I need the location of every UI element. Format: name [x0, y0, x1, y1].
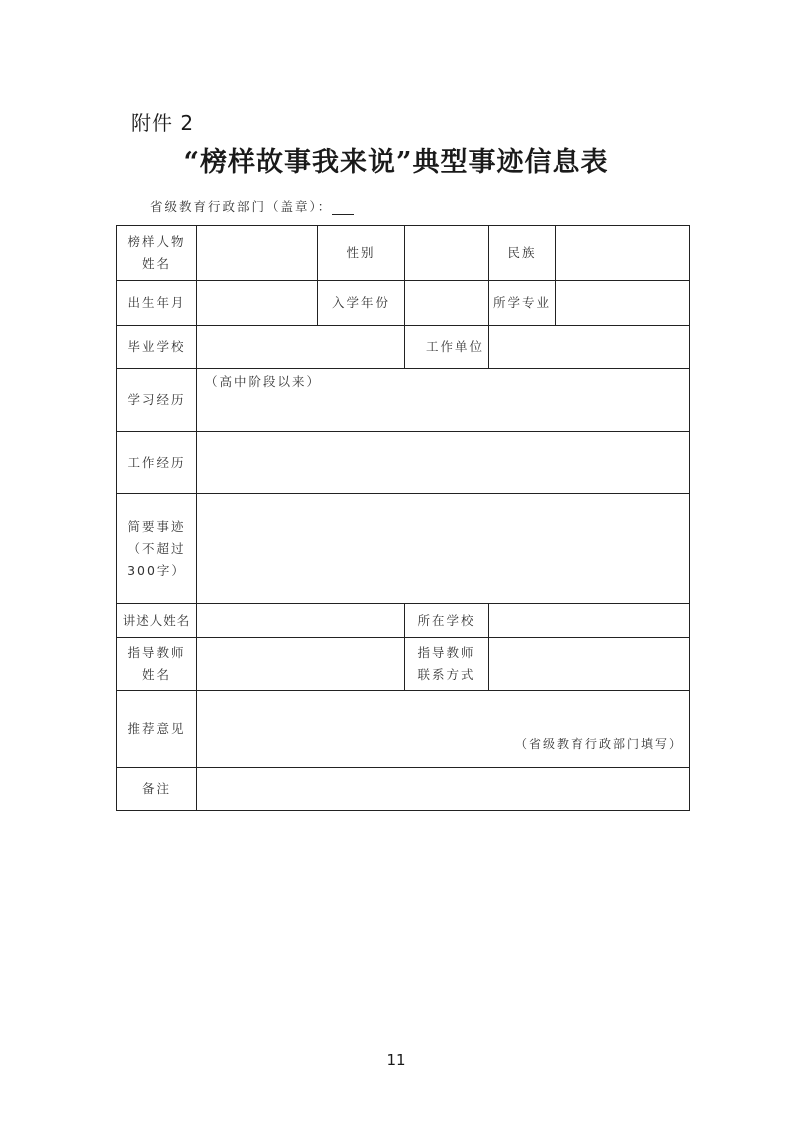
gender-field[interactable] — [404, 226, 488, 280]
work-experience-label: 工作经历 — [127, 454, 186, 470]
role-model-name-field[interactable] — [196, 226, 317, 280]
advisor-name-field[interactable] — [196, 638, 404, 690]
enrollment-year-field[interactable] — [404, 281, 488, 325]
work-experience-field[interactable] — [196, 432, 689, 493]
major-field[interactable] — [555, 281, 689, 325]
gender-label: 性别 — [317, 226, 404, 280]
row-brief-deeds — [117, 493, 689, 603]
page-number: 11 — [386, 1051, 406, 1069]
ethnicity-label: 民族 — [488, 226, 555, 280]
form-title: “榜样故事我来说”典型事迹信息表 — [183, 147, 609, 178]
row-narrator — [117, 603, 689, 637]
attachment-label: 附件 2 — [131, 111, 195, 135]
brief-deeds-label: 简要事迹 （不超过 300字） — [127, 518, 186, 578]
graduate-school-field[interactable] — [196, 326, 404, 368]
work-unit-field[interactable] — [488, 326, 689, 368]
birth-date-field[interactable] — [196, 281, 317, 325]
work-unit-label: 工作单位 — [404, 326, 488, 368]
recommendation-field[interactable] — [196, 691, 689, 767]
info-form-table — [116, 225, 690, 811]
recommendation-label: 推荐意见 — [127, 721, 186, 736]
ethnicity-field[interactable] — [555, 226, 689, 280]
narrator-name-label: 讲述人姓名 — [122, 612, 191, 628]
narrator-school-label: 所在学校 — [404, 604, 488, 637]
row-study-experience — [117, 368, 689, 431]
row-recommendation — [117, 690, 689, 767]
row-birth-enrollment-major — [117, 280, 689, 325]
advisor-contact-label: 指导教师 联系方式 — [404, 638, 488, 690]
graduate-school-label: 毕业学校 — [127, 339, 186, 354]
row-advisor — [117, 637, 689, 690]
row-name-gender-ethnicity — [117, 226, 689, 280]
remarks-field[interactable] — [196, 768, 689, 810]
narrator-name-field[interactable] — [196, 604, 404, 637]
study-experience-label: 学习经历 — [127, 392, 186, 407]
study-experience-field[interactable] — [196, 369, 689, 431]
row-work-experience — [117, 431, 689, 493]
row-remarks — [117, 767, 689, 810]
recommendation-note: （省级教育行政部门填写） — [514, 737, 683, 751]
study-experience-hint: （高中阶段以来） — [205, 374, 322, 389]
narrator-school-field[interactable] — [488, 604, 689, 637]
birth-date-label: 出生年月 — [127, 295, 186, 310]
major-label: 所学专业 — [488, 281, 555, 325]
brief-deeds-field[interactable] — [196, 494, 689, 603]
enrollment-year-label: 入学年份 — [317, 281, 404, 325]
row-school-workunit — [117, 325, 689, 368]
department-blank[interactable] — [332, 201, 354, 215]
department-stamp-line — [150, 197, 354, 215]
advisor-name-label: 指导教师 姓名 — [127, 645, 186, 682]
advisor-contact-field[interactable] — [488, 638, 689, 690]
department-label: 省级教育行政部门（盖章）： — [150, 199, 333, 214]
role-model-name-label: 榜样人物 姓名 — [127, 234, 186, 271]
remarks-label: 备注 — [141, 781, 171, 796]
